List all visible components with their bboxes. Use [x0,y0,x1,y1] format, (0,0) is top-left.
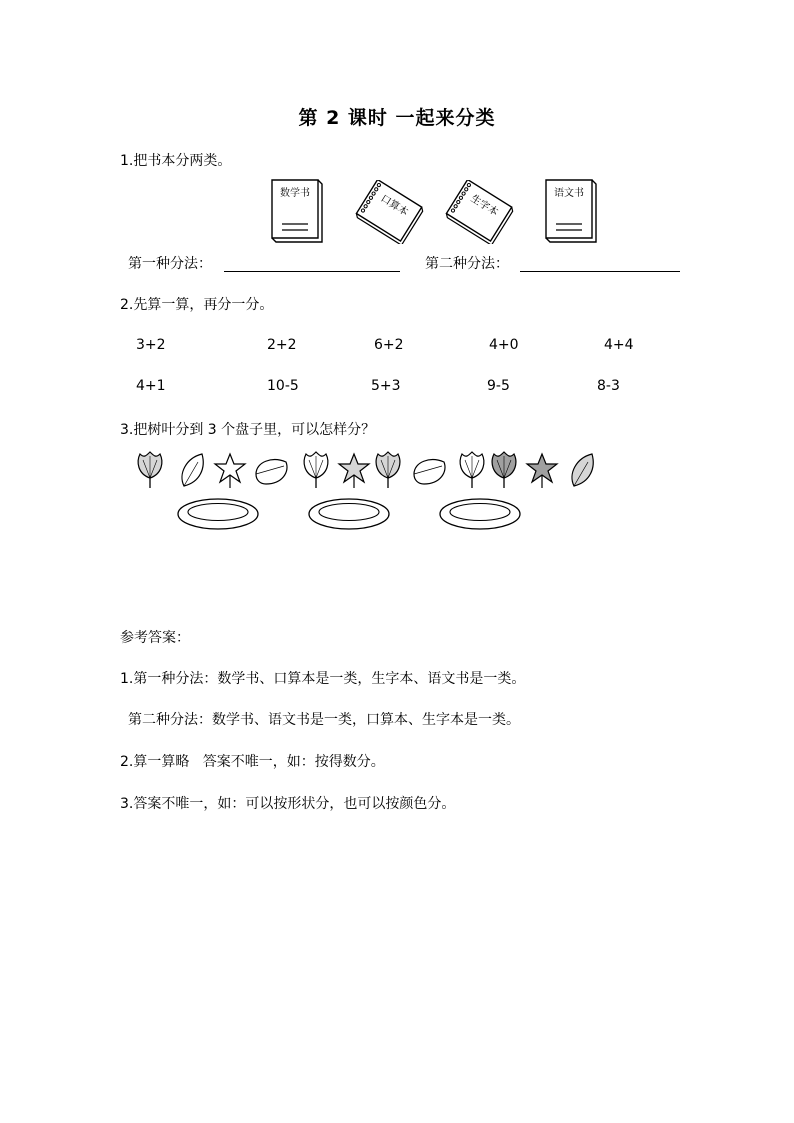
round-leaf-icon [414,460,445,484]
expression: 5+3 [371,378,401,394]
book-label: 语文书 [554,188,584,199]
method-2-label: 第二种分法： [425,256,509,272]
expression: 6+2 [374,337,404,353]
chinese-book-icon [542,176,598,244]
expression: 4+0 [489,337,519,353]
method-2-answer-line[interactable] [520,271,680,272]
answers-heading: 参考答案： [120,630,190,646]
expression: 8-3 [597,378,620,394]
ginkgo-leaf-icon [492,452,516,488]
ginkgo-leaf-icon [460,452,484,488]
plate-icon [307,497,391,531]
book-label: 数学书 [280,188,310,199]
oval-leaf-icon [572,454,593,486]
expression: 4+4 [604,337,634,353]
character-notebook-icon [440,180,516,244]
method-1-answer-line[interactable] [224,271,400,272]
book-label: 生字本 [468,193,500,219]
expression: 10-5 [267,378,299,394]
math-book-icon [268,176,324,244]
expression: 4+1 [136,378,166,394]
ginkgo-leaf-icon [304,452,328,488]
expression: 3+2 [136,337,166,353]
leaves-row [130,448,600,490]
oval-leaf-icon [182,454,203,486]
answer-1-alt: 第二种分法：数学书、语文书是一类，口算本、生字本是一类。 [128,712,520,728]
question-1: 1.把书本分两类。 [120,153,232,169]
ginkgo-leaf-icon [138,452,162,488]
round-leaf-icon [256,460,287,484]
expression: 9-5 [487,378,510,394]
star-leaf-icon [215,454,245,488]
answer-1: 1.第一种分法：数学书、口算本是一类，生字本、语文书是一类。 [120,671,526,687]
question-3: 3.把树叶分到 3 个盘子里，可以怎样分？ [120,422,376,438]
plate-icon [176,497,260,531]
book-label: 口算本 [378,193,410,219]
page-title: 第 2 课时 一起来分类 [298,107,496,129]
answer-3: 3.答案不唯一，如：可以按形状分，也可以按颜色分。 [120,796,456,812]
plate-icon [438,497,522,531]
expression: 2+2 [267,337,297,353]
method-1-label: 第一种分法： [128,256,212,272]
star-leaf-icon [527,454,557,488]
question-2: 2.先算一算，再分一分。 [120,297,274,313]
oral-calc-notebook-icon [350,180,426,244]
answer-2: 2.算一算略 答案不唯一，如：按得数分。 [120,754,385,770]
star-leaf-icon [339,454,369,488]
ginkgo-leaf-icon [376,452,400,488]
